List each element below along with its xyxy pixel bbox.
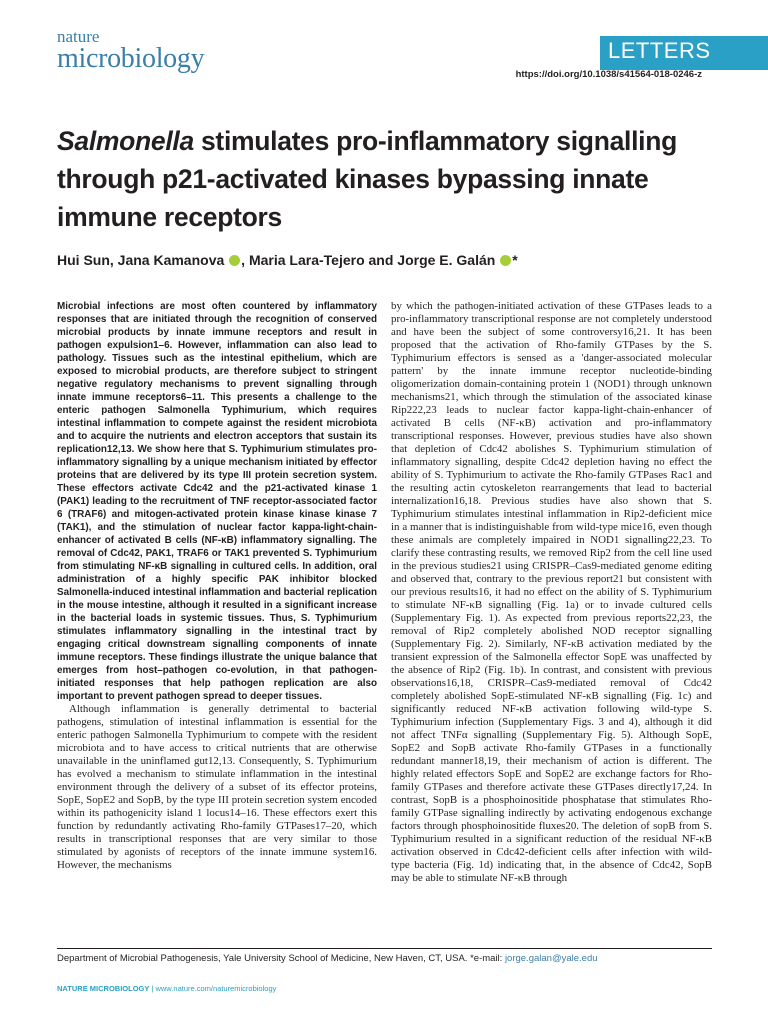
- abstract: Microbial infections are most often countered by inflammatory responses that are initiated through the recognition of conserved microbial products by innate immune receptors and result in pathogen expulsion1–6. However, inflammation can also lead to pathology. Tissues such as the intestinal epithelium, which are exposed to microbial products, are therefore subject to stringent negative regulatory mechanisms to prevent signalling through innate immune receptors6–11. This presents a challenge to the enteric pathogen Salmonella Typhimurium, which requires intestinal inflammation to compete against the resident microbiota and to acquire the nutrients and electron acceptors that sustain its replication12,13. We show here that S. Typhimurium stimulates pro-inflammatory signalling by a unique mechanism initiated by effector proteins that are delivered by its type III protein secretion system. These effectors activate Cdc42 and the p21-activated kinase 1 (PAK1) leading to the recruitment of TNF receptor-associated factor 6 (TRAF6) and mitogen-activated protein kinase kinase kinase 7 (TAK1), and the stimulation of nuclear factor kappa-light-chain-enhancer of activated B cells (NF-κB) inflammatory signalling. The removal of Cdc42, PAK1, TRAF6 or TAK1 prevented S. Typhimurium from stimulating NF-κB signalling in cultured cells. In addition, oral administration of a highly specific PAK inhibitor blocked Salmonella-induced intestinal inflammation and bacterial replication in the mouse intestine, although it resulted in a significant increase in the bacterial loads in systemic tissues. Thus, S. Typhimurium stimulates inflammatory signalling in the intestinal tract by engaging critical downstream signalling components of innate immune receptors. These findings illustrate the unique balance that emerges from host–pathogen co-evolution, in that pathogen-initiated responses that help pathogen replication are also important to prevent pathogen spread to deeper tissues.: [57, 301, 377, 702]
- right-column: [391, 300, 712, 885]
- article-title: [57, 122, 737, 236]
- footer-url[interactable]: | www.nature.com/naturemicrobiology: [149, 984, 277, 993]
- journal-logo-nature: nature: [57, 27, 100, 46]
- authors-part1: Hui Sun, Jana Kamanova: [57, 252, 225, 268]
- title-rest: stimulates pro-inflammatory signalling through p21-activated kinases bypassing innate immune receptors: [57, 126, 677, 232]
- authors-part2: , Maria Lara-Tejero and Jorge E. Galán: [241, 252, 496, 268]
- orcid-icon[interactable]: [500, 255, 511, 266]
- footnote-divider: [57, 948, 712, 949]
- footer-journal: NATURE MICROBIOLOGY: [57, 984, 150, 993]
- corresponding-star: *: [512, 252, 518, 268]
- affiliation: [57, 953, 598, 964]
- doi-link[interactable]: https://doi.org/10.1038/s41564-018-0246-z: [515, 69, 702, 80]
- body-text-left: Although inflammation is generally detrimental to bacterial pathogens, stimulation of intestinal inflammation is essential for the enteric pathogen Salmonella Typhimurium to compete with the resident microbiota and to have access to critical nutrients that are otherwise unavailable in the uninflamed gut12,13. Consequently, S. Typhimurium has evolved a mechanism to stimulate inflammation in the intestinal environment through the delivery of a subset of its effector proteins, SopE, SopE2 and SopB, by the type III protein secretion system encoded within its pathogenicity island 1 locus14–16. These effectors exert this function by redundantly activating Rho-family GTPases17–20, which results in transcriptional responses that are very similar to those stimulated by agonists of receptors of the innate immune system16. However, the mechanisms: [57, 703, 377, 871]
- section-banner: [600, 36, 768, 70]
- journal-logo-microbiology: microbiology: [57, 43, 205, 74]
- left-column: [57, 300, 377, 872]
- page-footer: [57, 984, 276, 993]
- affiliation-text: Department of Microbial Pathogenesis, Yale University School of Medicine, New Haven, CT, USA. *e-mail:: [57, 953, 505, 964]
- body-text-right: by which the pathogen-initiated activation of these GTPases leads to a pro-inflammatory transcriptional response are not completely understood and have been the subject of some controversy16,21. It has been proposed that the activation of Rho-family GTPases by the S. Typhimurium effectors is sensed as a 'danger-associated molecular pattern' by the innate immune receptor nucleotide-binding oligomerization domain-containing protein 1 (NOD1) through unknown mechanisms21, which through the stimulation of the associated kinase Rip222,23 leads to nuclear factor kappa-light-chain-enhancer of activated B cells (NF-κB) activation and pro-inflammatory transcriptional responses. However, previous studies have also shown that depletion of Cdc42 abolishes S. Typhimurium stimulation of inflammatory signalling, despite Cdc42 depletion having no effect the ability of S. Typhimurium to activate the Rho-family GTPases Rac1 and the resulting actin cytoskeleton rearrangements that lead to bacterial internalization16,18. Previous studies have also shown that S. Typhimurium stimulates intestinal inflammation in Rip2-deficient mice in a manner that is indistinguishable from wild-type mice16, even though these animals are completely impaired in NOD1 signalling22,23. To clarify these contrasting results, we removed Rip2 from the cell line used in the previous studies21 using CRISPR–Cas9-mediated genome editing and observed that, contrary to the previous report21 but consistent with our previous results16, it had no effect on the ability of S. Typhimurium to stimulate NF-κB signalling (Fig. 1a) or to invade cultured cells (Supplementary Fig. 1). As expected from previous reports22,23, the removal of Rip2 completely abolished NOD receptor signalling (Supplementary Fig. 2). Similarly, NF-κB activation mediated by the transient expression of the Salmonella effector SopE was unaffected by the absence of Rip2 (Fig. 1b). In contrast, and consistent with previous observations16,18, CRISPR–Cas9-mediated removal of Cdc42 completely abolished SopE-stimulated NF-κB signalling (Fig. 1c) and significantly reduced NF-κB activation following wild-type S. Typhimurium infection (Supplementary Figs. 3 and 4), although it did not affect TNFα signalling (Supplementary Fig. 5). Although SopE, SopE2 and SopB activate Rho-family GTPases in a functionally redundant manner18,19, their mechanism of action is different. The highly related effectors SopE and SopE2 are exchange factors for Rho-family GTPases and therefore activate these GTPases directly17,24. In contrast, SopB is a phosphoinositide phosphatase that stimulates Rho-family GTPase signalling indirectly by activating endogenous exchange factors through phosphoinositide fluxes20. The deletion of sopB from S. Typhimurium resulted in a significant reduction of the residual NF-κB activation observed in Cdc42-deficient cells after infection with wild-type bacteria (Fig. 1d) indicating that, in the absence of Cdc42, SopB may be able to stimulate NF-κB through: [391, 300, 712, 884]
- email-link[interactable]: jorge.galan@yale.edu: [504, 953, 598, 964]
- journal-logo: [57, 28, 204, 73]
- author-list: [57, 252, 518, 268]
- orcid-icon[interactable]: [229, 255, 240, 266]
- section-label: LETTERS: [608, 38, 711, 63]
- title-italic: Salmonella: [57, 126, 194, 156]
